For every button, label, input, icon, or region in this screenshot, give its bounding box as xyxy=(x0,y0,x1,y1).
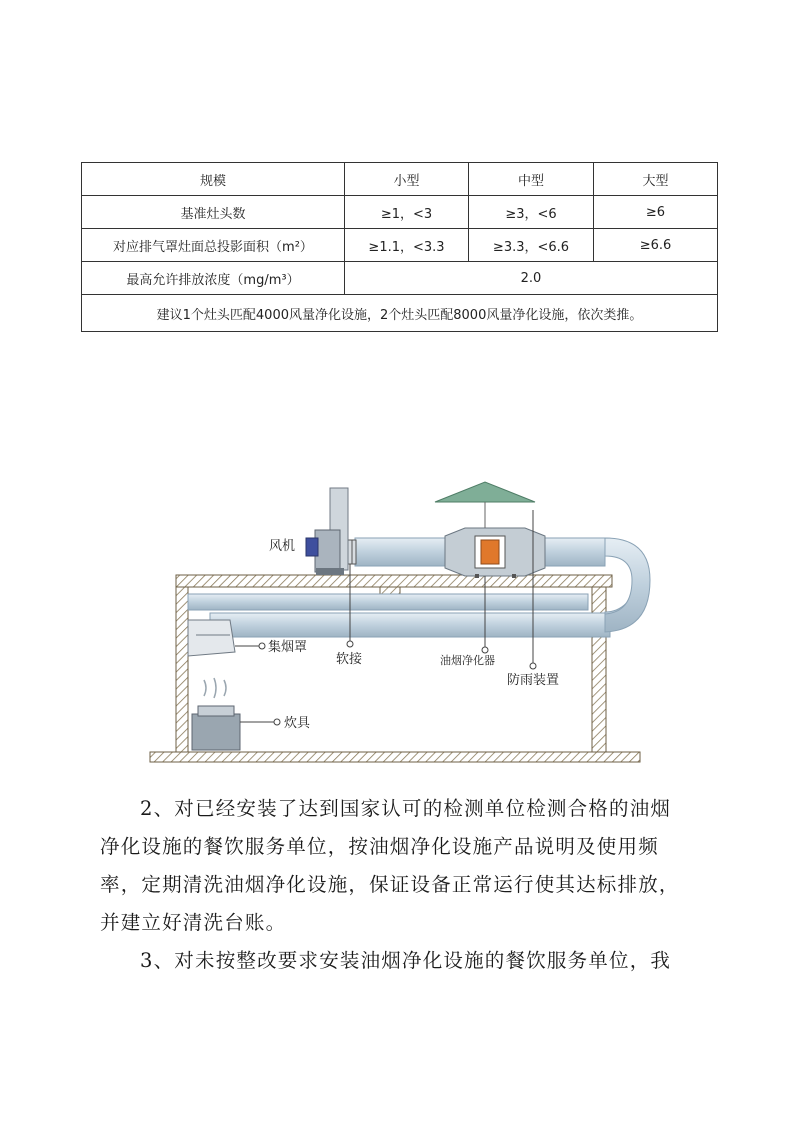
table-cell: ≥1.1，<3.3 xyxy=(345,229,469,262)
interior-duct xyxy=(188,594,610,637)
stove xyxy=(192,678,240,750)
exhaust-diagram-svg xyxy=(140,470,660,770)
table-cell: ≥6 xyxy=(594,196,718,229)
fan-unit xyxy=(306,488,348,575)
paragraph-line: 并建立好清洗台账。 xyxy=(100,911,287,934)
row-label: 最高允许排放浓度（mg/m³） xyxy=(82,262,345,295)
label-stove: 炊具 xyxy=(284,716,311,731)
table-row xyxy=(82,262,718,295)
label-fan: 风机 xyxy=(269,539,296,554)
table-cell: ≥6.6 xyxy=(594,229,718,262)
oil-fume-purifier xyxy=(445,528,545,578)
label-purifier: 油烟净化器 xyxy=(440,654,495,667)
table-header-row xyxy=(82,163,718,196)
header-scale: 规模 xyxy=(82,163,345,196)
emission-value-cell: 2.0 xyxy=(345,262,718,295)
rain-guard xyxy=(435,482,535,528)
header-small: 小型 xyxy=(345,163,469,196)
paragraph-line: 率，定期清洗油烟净化设施，保证设备正常运行使其达标排放， xyxy=(100,873,680,896)
table-note: 建议1个灶头匹配4000风量净化设施，2个灶头匹配8000风量净化设施，依次类推。 xyxy=(82,295,718,332)
paragraph-line: 3、对未按整改要求安装油烟净化设施的餐饮服务单位，我 xyxy=(140,949,672,972)
label-rain-guard: 防雨装置 xyxy=(507,673,560,688)
kitchen-exhaust-diagram xyxy=(140,470,660,770)
header-large: 大型 xyxy=(594,163,718,196)
row-label: 对应排气罩灶面总投影面积（m²） xyxy=(82,229,345,262)
paragraph-2 xyxy=(100,790,700,942)
emission-standard-table xyxy=(81,162,718,332)
smoke-hood xyxy=(188,620,235,656)
table-row xyxy=(82,229,718,262)
table-cell: ≥3，<6 xyxy=(469,196,594,229)
label-soft-joint: 软接 xyxy=(336,652,363,667)
table-cell: ≥3.3，<6.6 xyxy=(469,229,594,262)
table-cell: ≥1，<3 xyxy=(345,196,469,229)
paragraph-line: 2、对已经安装了达到国家认可的检测单位检测合格的油烟 xyxy=(140,797,672,820)
row-label: 基准灶头数 xyxy=(82,196,345,229)
table-note-row xyxy=(82,295,718,332)
table-row xyxy=(82,196,718,229)
label-hood: 集烟罩 xyxy=(268,640,308,655)
paragraph-3 xyxy=(100,942,700,980)
paragraph-line: 净化设施的餐饮服务单位，按油烟净化设施产品说明及使用频 xyxy=(100,835,659,858)
header-medium: 中型 xyxy=(469,163,594,196)
